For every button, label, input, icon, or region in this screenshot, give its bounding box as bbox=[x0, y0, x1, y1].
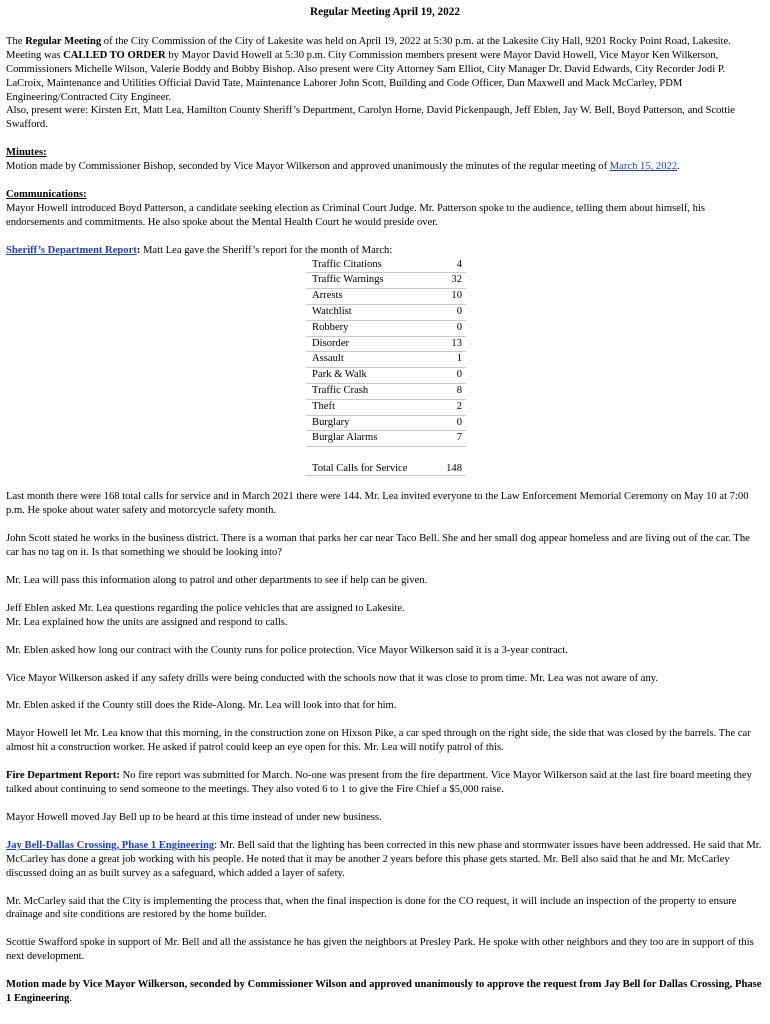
stats-label: Arrests bbox=[306, 289, 416, 305]
stats-row bbox=[306, 368, 466, 384]
stats-row bbox=[306, 431, 466, 447]
bell-text: : Mr. Bell said that the lighting has been corrected in this new phase and stormwater issues have been addressed. He said that Mr. McCarley has done a great job working with his people. He noted that it may be another 2 years before this phase gets started. Mr. Bell also said that he and Mr. McCarley discussed doing an as built survey as a safeguard, which added a layer of safety. bbox=[6, 839, 762, 879]
stats-value: 13 bbox=[416, 336, 466, 352]
stats-value: 0 bbox=[416, 305, 466, 321]
stats-value: 4 bbox=[416, 258, 466, 273]
stats-row bbox=[306, 289, 466, 305]
motion-end: . bbox=[69, 993, 72, 1005]
stats-value: 10 bbox=[416, 289, 466, 305]
stats-label: Theft bbox=[306, 399, 416, 415]
motion-paragraph bbox=[6, 978, 764, 1006]
stats-label: Burglary bbox=[306, 415, 416, 431]
minutes-paragraph bbox=[6, 160, 764, 174]
eblen-question-line-1: Jeff Eblen asked Mr. Lea questions regarding the police vehicles that are assigned to Lakesite. bbox=[6, 602, 405, 614]
bell-paragraph bbox=[6, 839, 764, 881]
stats-label: Watchlist bbox=[306, 305, 416, 321]
stats-label: Total Calls for Service bbox=[306, 447, 416, 476]
hixson-paragraph: Mayor Howell let Mr. Lea know that this morning, in the construction zone on Hixson Pike, a car sped through on the right side, the side that was closed by the barrels. The car almost hit a construction worker. He asked if patrol could keep an eye open for this. Mr. Lea will notify patrol of this. bbox=[6, 728, 751, 754]
stats-value: 1 bbox=[416, 352, 466, 368]
stats-value: 8 bbox=[416, 384, 466, 400]
stats-row bbox=[306, 447, 466, 476]
swafford-paragraph: Scottie Swafford spoke in support of Mr. Bell and all the assistance he has given the neighbors at Presley Park. He spoke with other neighbors and they too are in support of this next development. bbox=[6, 937, 754, 963]
fire-report-text: No fire report was submitted for March. No-one was present from the fire department. Vice Mayor Wilkerson said at the last fire board meeting they talked about continuing to send someone to the meetings. They also voted 6 to 1 to give the Fire Chief a $5,000 raise. bbox=[6, 770, 752, 796]
stats-label: Traffic Crash bbox=[306, 384, 416, 400]
stats-row bbox=[306, 415, 466, 431]
stats-row bbox=[306, 352, 466, 368]
stats-row bbox=[306, 399, 466, 415]
ride-along-paragraph: Mr. Eblen asked if the County still does the Ride-Along. Mr. Lea will look into that for him. bbox=[6, 700, 397, 712]
minutes-heading: Minutes: bbox=[6, 147, 47, 159]
stats-row bbox=[306, 336, 466, 352]
intro-paragraph-1 bbox=[6, 35, 764, 49]
john-scott-paragraph: John Scott stated he works in the business district. There is a woman that parks her car near Taco Bell. She and her small dog appear homeless and are living out of the car. The car has no tag on it. Is that something we should be looking into? bbox=[6, 533, 750, 558]
intro-paragraph-3: Also, present were: Kirsten Ert, Matt Lea, Hamilton County Sheriff’s Department, Carolyn Horne, David Pickenpaugh, Jeff Eblen, Jay W. Bell, Boyd Patterson, and Scottie Swafford. bbox=[6, 105, 735, 131]
fire-report-paragraph bbox=[6, 769, 764, 797]
document-page bbox=[6, 6, 764, 1006]
lea-pass-paragraph: Mr. Lea will pass this information along to patrol and other departments to see if help can be given. bbox=[6, 574, 428, 586]
stats-label: Burglar Alarms bbox=[306, 431, 416, 447]
stats-row bbox=[306, 305, 466, 321]
stats-row bbox=[306, 384, 466, 400]
safety-drills-paragraph: Vice Mayor Wilkerson asked if any safety drills were being conducted with the schools now that it was close to prom time. Mr. Lea was not aware of any. bbox=[6, 672, 659, 684]
intro-text: The bbox=[6, 35, 26, 47]
stats-value: 0 bbox=[416, 415, 466, 431]
stats-value: 32 bbox=[416, 273, 466, 289]
intro-text: Meeting was bbox=[6, 49, 64, 61]
stats-value: 0 bbox=[416, 320, 466, 336]
mccarley-paragraph: Mr. McCarley said that the City is implementing the process that, when the final inspection is done for the CO request, it will include an inspection of the property to ensure drainage and site conditions are restored by the home builder. bbox=[6, 895, 737, 921]
sheriff-colon: : bbox=[136, 244, 141, 256]
sheriff-text: Matt Lea gave the Sheriff’s report for the month of March: bbox=[140, 244, 393, 256]
stats-label: Park & Walk bbox=[306, 368, 416, 384]
stats-row bbox=[306, 273, 466, 289]
sheriff-report-intro bbox=[6, 244, 764, 258]
stats-row bbox=[306, 320, 466, 336]
communications-paragraph: Mayor Howell introduced Boyd Patterson, a candidate seeking election as Criminal Court Judge. Mr. Patterson spoke to the audience, telling them about himself, his endorsements and commitments. He also spoke about the Mental Health Court he would preside over. bbox=[6, 202, 706, 228]
intro-text: of the City Commission of the City of Lakesite was held on April 19, 2022 at 5:30 p.m. at the Lakesite City Hall, 9201 Rocky Point Road, Lakesite. bbox=[101, 35, 731, 47]
stats-value: 7 bbox=[416, 431, 466, 447]
stats-row bbox=[306, 258, 466, 273]
stats-label: Traffic Warnings bbox=[306, 273, 416, 289]
moved-bell-paragraph: Mayor Howell moved Jay Bell up to be heard at this time instead of under new business. bbox=[6, 811, 382, 823]
page-title: Regular Meeting April 19, 2022 bbox=[310, 6, 460, 18]
stats-label: Traffic Citations bbox=[306, 258, 416, 273]
fire-report-bold: Fire Department Report: bbox=[6, 770, 120, 782]
minutes-link[interactable]: March 15, 2022 bbox=[609, 161, 678, 173]
bell-dallas-crossing-link[interactable]: Jay Bell-Dallas Crossing, Phase 1 Engineering bbox=[6, 839, 215, 851]
stats-value: 2 bbox=[416, 399, 466, 415]
last-month-paragraph: Last month there were 168 total calls for service and in March 2021 there were 144. Mr. Lea invited everyone to the Law Enforcement Memorial Ceremony on May 10 at 7:00 p.m. He spoke about water safety and motorcycle safety month. bbox=[6, 491, 749, 517]
eblen-question-line-2: Mr. Lea explained how the units are assigned and respond to calls. bbox=[6, 616, 288, 628]
stats-label: Assault bbox=[306, 352, 416, 368]
communications-heading: Communications: bbox=[6, 189, 87, 201]
intro-bold: Regular Meeting bbox=[25, 35, 102, 47]
sheriff-stats-body bbox=[306, 258, 466, 476]
called-to-order-bold: CALLED TO ORDER bbox=[63, 49, 166, 61]
stats-value: 0 bbox=[416, 368, 466, 384]
sheriff-stats-table bbox=[306, 258, 466, 477]
motion-bold: Motion made by Vice Mayor Wilkerson, seconded by Commissioner Wilson and approved unanimously to approve the request from Jay Bell for Dallas Crossing, Phase 1 Engineering bbox=[6, 979, 762, 1005]
minutes-end: . bbox=[677, 161, 680, 173]
stats-label: Disorder bbox=[306, 336, 416, 352]
intro-paragraph-2 bbox=[6, 49, 764, 105]
sheriff-report-link[interactable]: Sheriff’s Department Report bbox=[6, 244, 137, 256]
minutes-text: Motion made by Commissioner Bishop, seconded by Vice Mayor Wilkerson and approved unanimously the minutes of the regular meeting of bbox=[6, 161, 610, 173]
intro-text: by Mayor David Howell at 5:30 p.m. City Commission members present were Mayor David Howell, Vice Mayor Ken Wilkerson, Commissioners Michelle Wilson, Valerie Boddy and Bobby Bishop. Also present were City Attorney Sam Elliot, City Manager Dr. David Edwards, City Recorder Jodi P. LaCroix, Maintenance and Utilities Official David Tate, Maintenance Laborer John Scott, Building and Code Officer, Dan Maxwell and Mack McCarley, PDM Engineering/Contracted City Engineer. bbox=[6, 49, 726, 103]
stats-value: 148 bbox=[416, 447, 466, 476]
eblen-contract-paragraph: Mr. Eblen asked how long our contract with the County runs for police protection. Vice Mayor Wilkerson said it is a 3-year contract. bbox=[6, 644, 568, 656]
stats-label: Robbery bbox=[306, 320, 416, 336]
